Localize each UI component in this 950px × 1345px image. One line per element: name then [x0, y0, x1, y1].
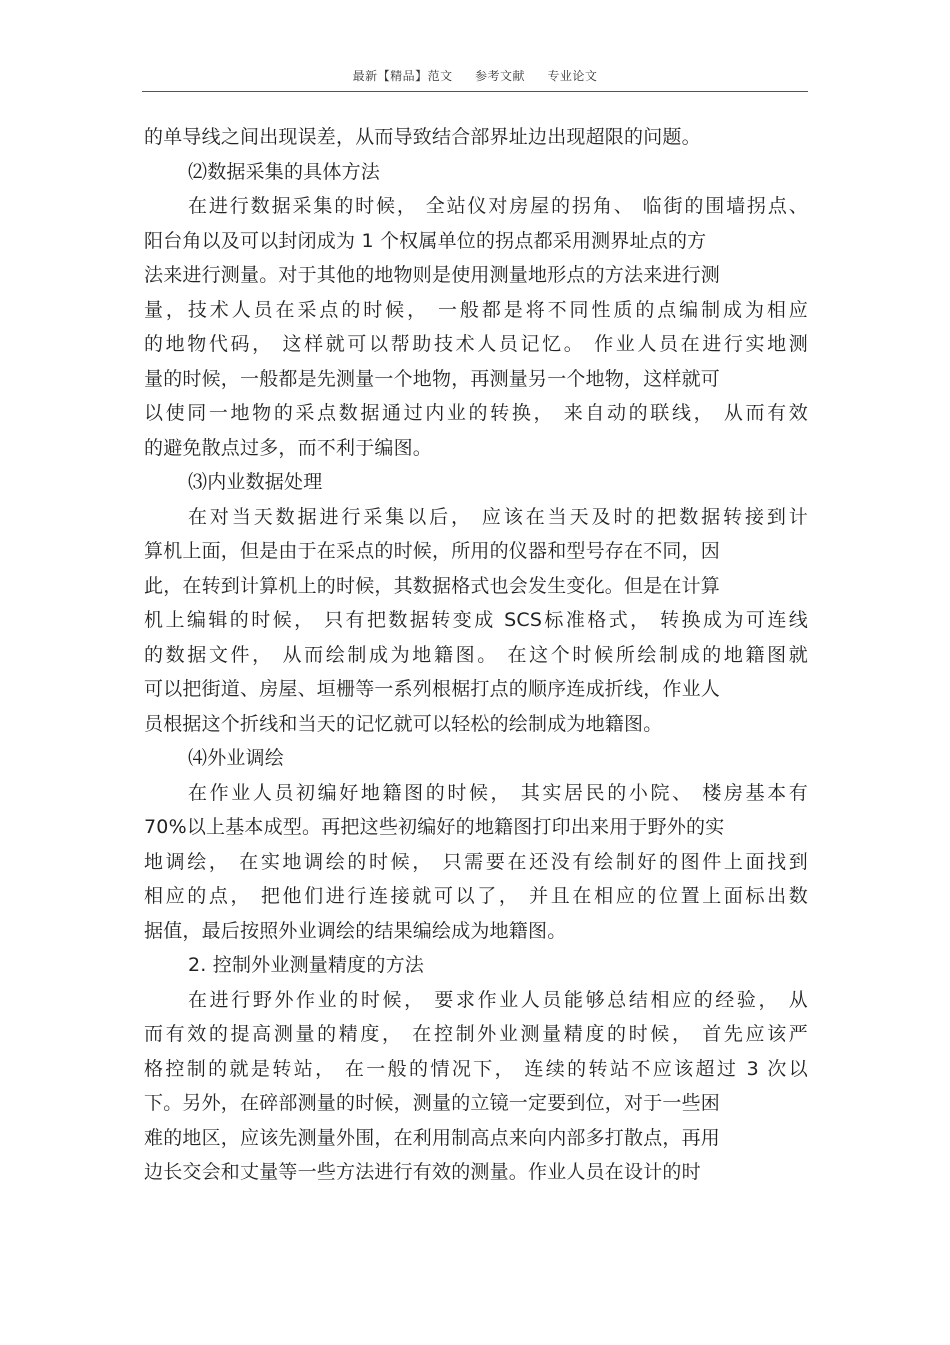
- text-line: 此，在转到计算机上的时候，其数据格式也会发生变化。但是在计算: [144, 574, 721, 597]
- text-line: ⑷外业调绘: [188, 747, 285, 769]
- text-line: 法来进行测量。对于其他的地物则是使用测量地形点的方法来进行测: [144, 264, 721, 286]
- text-line: 量，技术人员在采点的时候， 一般都是将不同性质的点编制成为相应: [144, 298, 808, 321]
- text-line: 的地物代码， 这样就可以帮助技术人员记忆。 作业人员在进行实地测: [144, 333, 808, 355]
- text-line: 阳台角以及可以封闭成为 1 个权属单位的拐点都采用测界址点的方: [144, 229, 707, 252]
- text-line: 算机上面，但是由于在采点的时候，所用的仪器和型号存在不同，因: [144, 540, 721, 562]
- header-item: 专业论文: [547, 69, 598, 83]
- text-line: 在作业人员初编好地籍图的时候， 其实居民的小院、 楼房基本有: [188, 781, 808, 804]
- document-body: [144, 120, 808, 1190]
- text-line: 据值，最后按照外业调绘的结果编绘成为地籍图。: [144, 919, 567, 942]
- text-line: 的单导线之间出现误差，从而导致结合部界址边出现超限的问题。: [144, 126, 701, 148]
- text-line: 难的地区，应该先测量外围，在利用制高点来向内部多打散点，再用: [144, 1126, 721, 1149]
- text-line: ⑵数据采集的具体方法: [188, 160, 381, 183]
- text-line: 可以把街道、房屋、垣栅等一系列根椐打点的顺序连成折线，作业人: [144, 678, 721, 700]
- text-line: 边长交会和丈量等一些方法进行有效的测量。作业人员在设计的时: [144, 1161, 701, 1183]
- text-line: 70%以上基本成型。再把这些初编好的地籍图打印出来用于野外的实: [144, 816, 725, 838]
- text-line: ⑶内业数据处理: [188, 471, 323, 493]
- header-item: 最新【精品】范文: [352, 69, 453, 83]
- text-line: 量的时候，一般都是先测量一个地物，再测量另一个地物，这样就可: [144, 367, 721, 390]
- text-line: 2. 控制外业测量精度的方法: [188, 954, 424, 976]
- text-line: 格控制的就是转站， 在一般的情况下， 连续的转站不应该超过 3 次以: [144, 1057, 808, 1080]
- text-line: 的数据文件， 从而绘制成为地籍图。 在这个时候所绘制成的地籍图就: [144, 643, 808, 666]
- header-rule: [142, 91, 808, 92]
- text-line: 地调绘， 在实地调绘的时候， 只需要在还没有绘制好的图件上面找到: [144, 850, 808, 873]
- page-header: [0, 67, 950, 84]
- text-line: 下。另外，在碎部测量的时候，测量的立镜一定要到位，对于一些困: [144, 1092, 721, 1114]
- text-line: 的避免散点过多，而不利于编图。: [144, 436, 433, 459]
- text-line: 相应的点， 把他们进行连接就可以了， 并且在相应的位置上面标出数: [144, 885, 808, 907]
- text-line: 在进行数据采集的时候， 全站仪对房屋的拐角、 临街的围墙拐点、: [188, 195, 808, 217]
- header-item: 参考文献: [474, 69, 525, 83]
- text-line: 机上编辑的时候， 只有把数据转变成 SCS标准格式， 转换成为可连线: [144, 609, 808, 631]
- text-line: 员根据这个折线和当天的记忆就可以轻松的绘制成为地籍图。: [144, 712, 663, 735]
- text-line: 在进行野外作业的时候， 要求作业人员能够总结相应的经验， 从: [188, 988, 808, 1011]
- text-line: 而有效的提高测量的精度， 在控制外业测量精度的时候， 首先应该严: [144, 1023, 808, 1045]
- text-line: 以使同一地物的采点数据通过内业的转换， 来自动的联线， 从而有效: [144, 402, 808, 424]
- text-line: 在对当天数据进行采集以后， 应该在当天及时的把数据转接到计: [188, 505, 808, 528]
